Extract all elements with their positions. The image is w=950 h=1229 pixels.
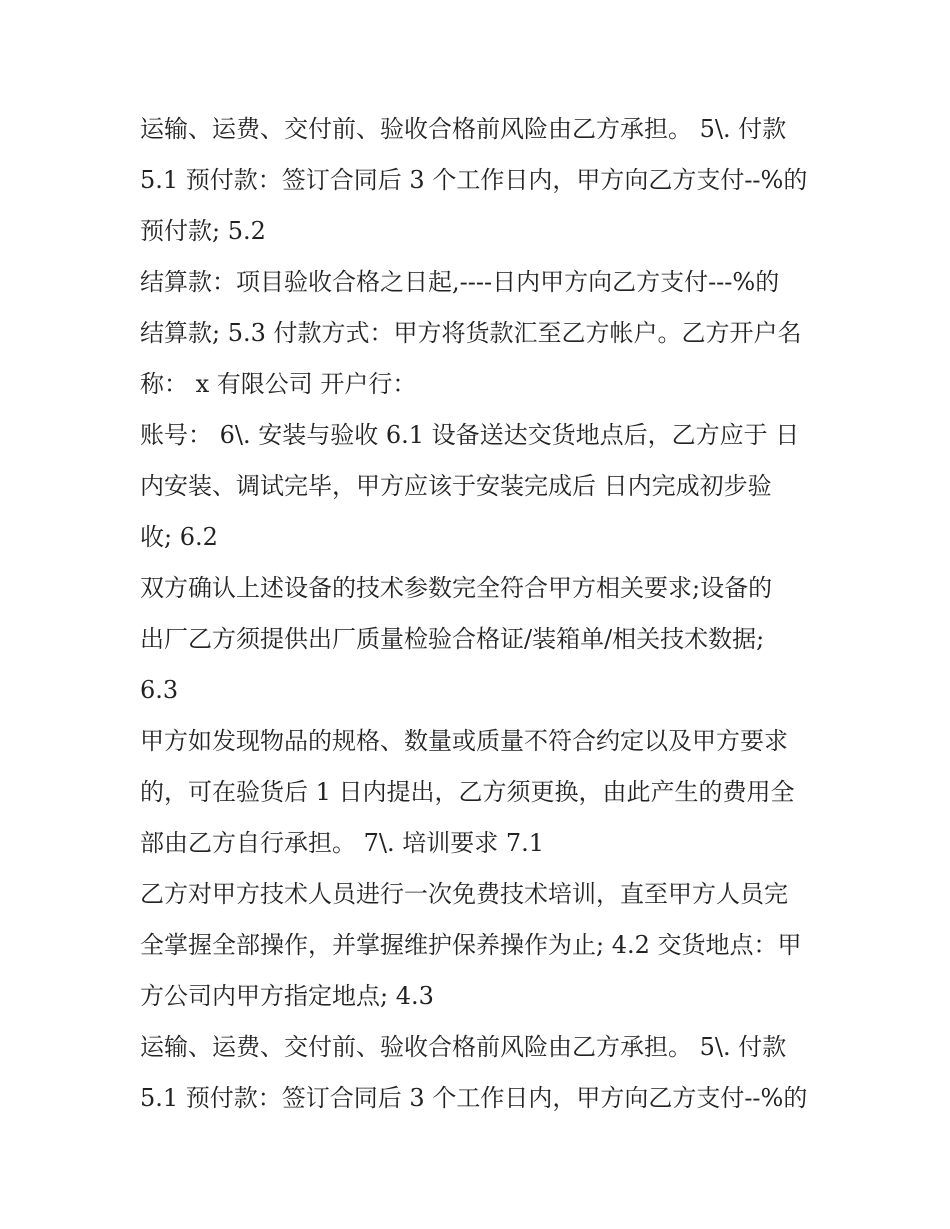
- text-line: 乙方对甲方技术人员进行一次免费技术培训，直至甲方人员完: [140, 880, 788, 908]
- text-line: 出厂乙方须提供出厂质量检验合格证/装箱单/相关技术数据;: [140, 625, 765, 653]
- contract-text-body: [140, 104, 820, 1124]
- text-line: 结算款; 5.3 付款方式：甲方将货款汇至乙方帐户。乙方开户名: [140, 319, 802, 347]
- text-line: 的，可在验货后 1 日内提出，乙方须更换，由此产生的费用全: [140, 778, 795, 806]
- text-line: 部由乙方自行承担。 7\. 培训要求 7.1: [140, 829, 545, 857]
- text-line: 运输、运费、交付前、验收合格前风险由乙方承担。 5\. 付款: [140, 115, 787, 143]
- text-line: 收; 6.2: [140, 523, 218, 551]
- text-line: 甲方如发现物品的规格、数量或质量不符合约定以及甲方要求: [140, 727, 788, 755]
- text-line: 5.1 预付款：签订合同后 3 个工作日内，甲方向乙方支付--%的: [140, 166, 808, 194]
- text-line: 6.3: [140, 676, 179, 704]
- text-line: 称： x 有限公司 开户行：: [140, 370, 417, 398]
- text-line: 5.1 预付款：签订合同后 3 个工作日内，甲方向乙方支付--%的: [140, 1084, 808, 1112]
- text-line: 账号： 6\. 安装与验收 6.1 设备送达交货地点后，乙方应于 日: [140, 421, 800, 449]
- text-line: 内安装、调试完毕，甲方应该于安装完成后 日内完成初步验: [140, 472, 772, 500]
- text-line: 预付款; 5.2: [140, 217, 266, 245]
- text-line: 结算款：项目验收合格之日起,----日内甲方向乙方支付---%的: [140, 268, 780, 296]
- text-line: 运输、运费、交付前、验收合格前风险由乙方承担。 5\. 付款: [140, 1033, 787, 1061]
- text-line: 全掌握全部操作，并掌握维护保养操作为止; 4.2 交货地点：甲: [140, 931, 802, 959]
- text-line: 双方确认上述设备的技术参数完全符合甲方相关要求;设备的: [140, 574, 773, 602]
- text-line: 方公司内甲方指定地点; 4.3: [140, 982, 434, 1010]
